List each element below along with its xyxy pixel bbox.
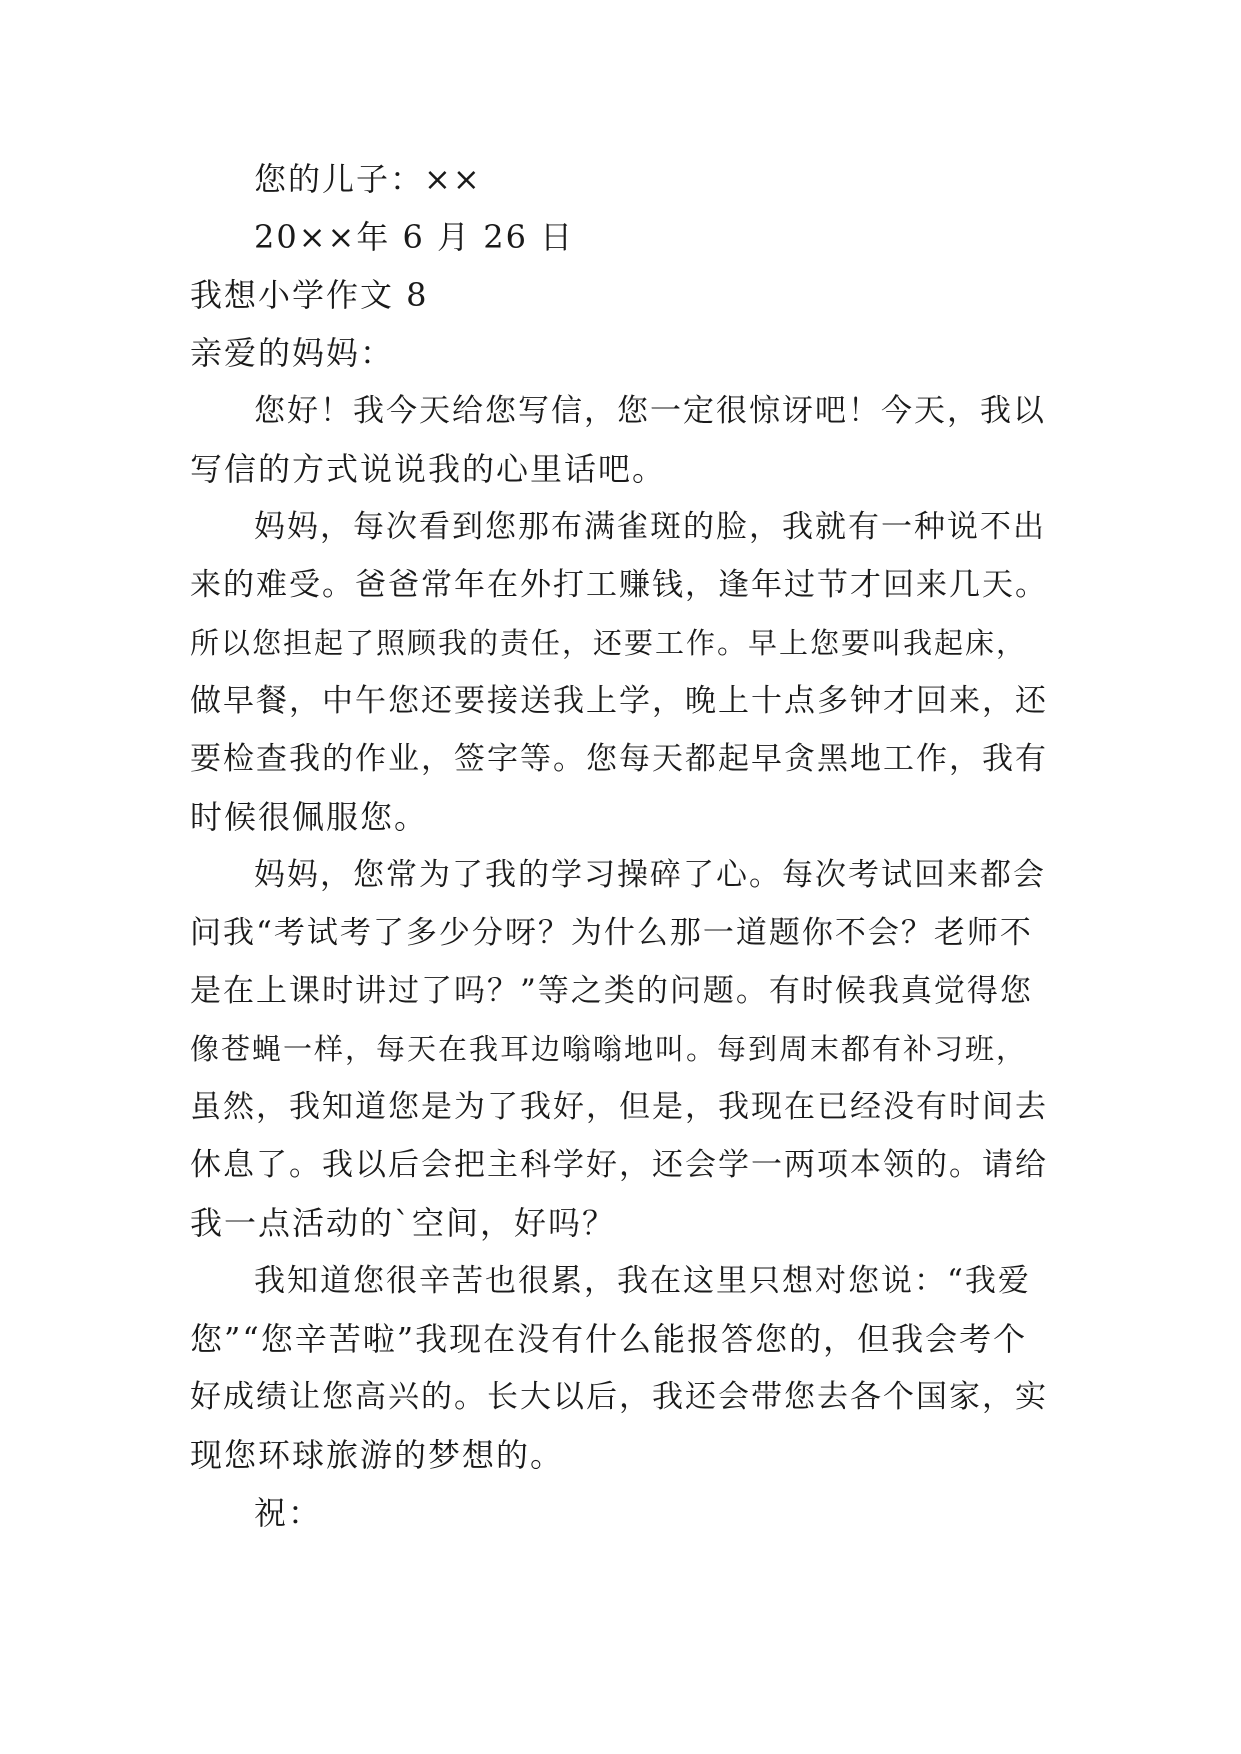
paragraph-line: 现您环球旅游的梦想的。 <box>190 1436 565 1474</box>
paragraph-line: 我一点活动的`空间，好吗？ <box>190 1204 617 1242</box>
paragraph-line: 您好！我今天给您写信，您一定很惊讶吧！今天，我以 <box>254 393 1046 429</box>
paragraph-line: 时候很佩服您。 <box>190 798 429 836</box>
essay-title: 我想小学作文 8 <box>190 276 429 314</box>
paragraph-line: 休息了。我以后会把主科学好，还会学一两项本领的。请给 <box>190 1147 1048 1183</box>
paragraph-line: 所以您担起了照顾我的责任，还要工作。早上您要叫我起床， <box>190 626 1028 660</box>
paragraph-line: 妈妈，每次看到您那布满雀斑的脸，我就有一种说不出 <box>254 509 1046 545</box>
paragraph-4 <box>190 1252 1050 1484</box>
paragraph-line: 是在上课时讲过了吗？”等之类的问题。有时候我真觉得您 <box>190 973 1033 1009</box>
paragraph-2 <box>190 498 1050 846</box>
paragraph-line: 我知道您很辛苦也很累，我在这里只想对您说：“我爱 <box>254 1263 1031 1299</box>
paragraph-line: 写信的方式说说我的心里话吧。 <box>190 450 667 488</box>
paragraph-line: 好成绩让您高兴的。长大以后，我还会带您去各个国家，实 <box>190 1379 1048 1415</box>
paragraph-line: 来的难受。爸爸常年在外打工赚钱，逢年过节才回来几天。 <box>190 567 1048 603</box>
closing: 祝： <box>254 1494 323 1532</box>
paragraph-1 <box>190 382 1050 498</box>
paragraph-line: 您”“您辛苦啦”我现在没有什么能报答您的，但我会考个 <box>190 1320 1028 1358</box>
salutation: 亲爱的妈妈： <box>190 334 395 372</box>
paragraph-line: 妈妈，您常为了我的学习操碎了心。每次考试回来都会 <box>254 857 1046 893</box>
paragraph-line: 要检查我的作业，签字等。您每天都起早贪黑地工作，我有 <box>190 741 1048 777</box>
signature-line: 您的儿子：×× <box>254 160 482 198</box>
paragraph-line: 虽然，我知道您是为了我好，但是，我现在已经没有时间去 <box>190 1089 1048 1125</box>
paragraph-line: 做早餐，中午您还要接送我上学，晚上十点多钟才回来，还 <box>190 683 1048 719</box>
paragraph-line: 像苍蝇一样，每天在我耳边嗡嗡地叫。每到周末都有补习班， <box>190 1032 1028 1066</box>
paragraph-line: 问我“考试考了多少分呀？为什么那一道题你不会？老师不 <box>190 915 1033 951</box>
date-line: 20××年 6 月 26 日 <box>254 218 575 256</box>
letter-body <box>190 150 1050 1542</box>
paragraph-3 <box>190 846 1050 1252</box>
